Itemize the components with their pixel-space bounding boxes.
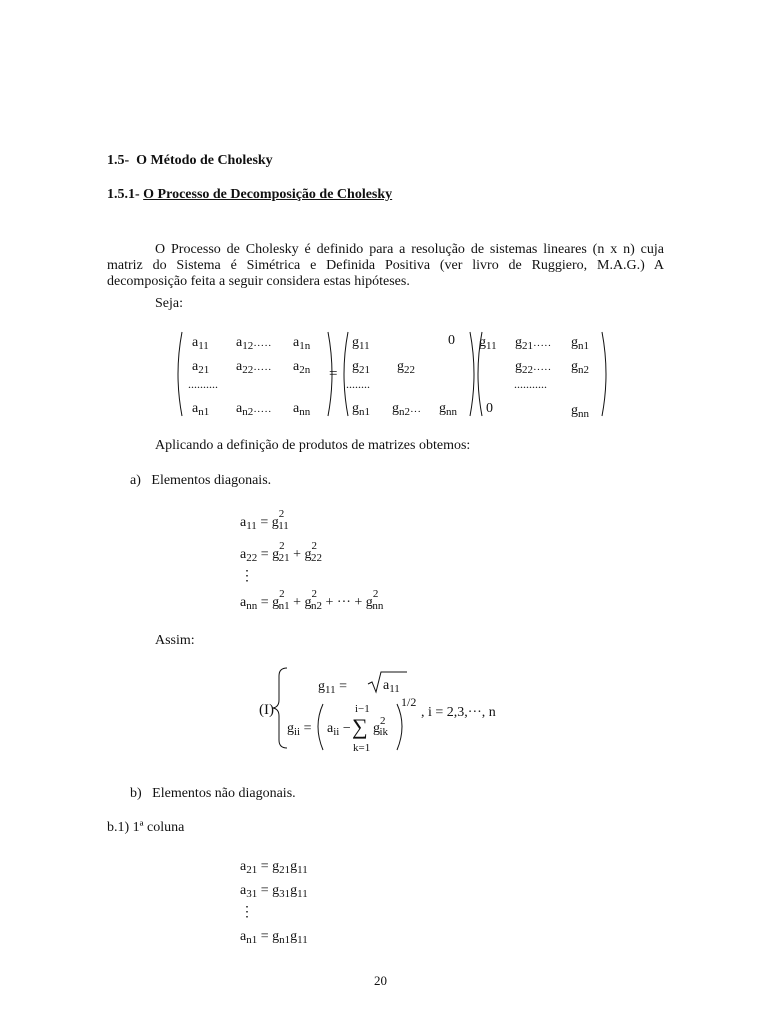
item-a-text: Elementos diagonais.: [151, 473, 272, 488]
formula-gii-left-paren: [318, 704, 323, 750]
formula-g11: $g_{11}$ =: [318, 679, 347, 696]
matrix-g-right-paren: [470, 332, 474, 416]
matrix-a-cell-22: $a_{22\cdot\cdot\cdot\cdot\cdot}$: [236, 359, 272, 376]
matrix-a-left-paren: [178, 332, 182, 416]
section-heading: [107, 153, 273, 169]
item-b: [130, 786, 296, 802]
assim-label: Assim:: [155, 633, 195, 648]
formula-i-label: (I): [259, 702, 274, 718]
formula-gii: $g_{ii}$ =: [287, 721, 312, 738]
matrix-g-cell-n1: $g_{n1}$: [352, 401, 370, 418]
matrix-a-cell-n1: $a_{n1}$: [192, 401, 210, 418]
matrix-gt-dots: ...........: [514, 377, 547, 391]
formula-a22: $a_{22} = g^2$ $21 + g^2$ 22: [240, 540, 323, 564]
matrix-gt-cell-22: $g_{22\cdot\cdot\cdot\cdot\cdot}$: [515, 359, 552, 376]
formula-aii: $a_{ii}$ −: [327, 721, 351, 738]
matrix-a-cell-12: $a_{12\cdot\cdot\cdot\cdot\cdot}$: [236, 335, 272, 352]
sum-upper-limit: i−1: [355, 703, 370, 715]
formula-ann: $a_{nn} = g^2$ $n1 + g^2$ n2 + ··· + $g^2$ nn: [240, 588, 384, 612]
matrix-gt-cell-n1: $g_{n1}$: [571, 335, 589, 352]
formula-vdots-2: ⋮: [240, 905, 254, 920]
formula-range: , i = 2,3,···, n: [421, 705, 496, 720]
intro-paragraph: [107, 242, 664, 290]
formula-gik: $g^2$ ik: [373, 715, 389, 738]
matrix-g-cell-n2: $g_{n2\cdot\cdot\cdot}$: [392, 401, 421, 418]
matrix-g-dots: ........: [346, 377, 370, 391]
section-number: 1.5-: [107, 153, 130, 168]
formula-a31: $a_{31} = g_{31}g_{11}$: [240, 883, 308, 900]
subsection-title: O Processo de Decomposição de Cholesky: [143, 187, 393, 202]
formula-a11: $a_{11} = g^2$ 11: [240, 508, 289, 532]
aplicando-text: Aplicando a definição de produtos de matrizes obtemos:: [155, 438, 471, 453]
matrix-gt-zero: 0: [486, 401, 493, 416]
seja-label: Seja:: [155, 296, 183, 311]
matrix-g-cell-nn: $g_{nn}$: [439, 401, 457, 418]
intro-line-3: decomposição feita a seguir considera estas hipóteses.: [107, 274, 410, 289]
item-a: [130, 473, 271, 489]
matrix-a-cell-n2: $a_{n2\cdot\cdot\cdot\cdot\cdot}$: [236, 401, 272, 418]
item-b-text: Elementos não diagonais.: [152, 786, 296, 801]
page-number: 20: [374, 973, 387, 988]
formula-exponent: 1/2: [401, 695, 417, 709]
matrix-g-left-paren: [344, 332, 348, 416]
matrix-a-cell-1n: $a_{1n}$: [293, 335, 311, 352]
matrix-gt-cell-11: $g_{11}$: [479, 335, 497, 352]
matrix-g-cell-21: $g_{21}$: [352, 359, 370, 376]
formula-an1: $a_{n1} = g_{n1}g_{11}$: [240, 929, 308, 946]
matrix-g-zero: 0: [448, 333, 455, 348]
matrix-a-dots: ..........: [188, 377, 218, 391]
matrix-a-cell-nn: $a_{nn}$: [293, 401, 311, 418]
section-title: O Método de Cholesky: [136, 153, 273, 168]
formula-i-brace: [273, 668, 287, 748]
formula-i: [255, 662, 515, 754]
intro-line-1: O Processo de Cholesky é definido para a resolução de sistemas lineares (n x n) cuja: [155, 242, 664, 257]
sum-sign: ∑: [352, 714, 368, 739]
sum-lower-limit: k=1: [353, 742, 371, 754]
formula-vdots: ⋮: [240, 569, 254, 584]
formula-a21: $a_{21} = g_{21}g_{11}$: [240, 859, 308, 876]
subsection-number: 1.5.1-: [107, 187, 140, 202]
matrix-a-cell-2n: $a_{2n}$: [293, 359, 311, 376]
matrix-gt-cell-21: $g_{21\cdot\cdot\cdot\cdot\cdot}$: [515, 335, 552, 352]
matrix-gt-right-paren: [602, 332, 606, 416]
formula-sqrt-a11: $a_{11}$: [383, 678, 400, 695]
item-a-marker: a): [130, 473, 141, 488]
matrix-g-cell-22: $g_{22}$: [397, 359, 415, 376]
equals-sign: =: [329, 366, 338, 382]
matrix-a-cell-21: $a_{21}$: [192, 359, 210, 376]
matrix-g-cell-11: $g_{11}$: [352, 335, 370, 352]
intro-line-2: matriz do Sistema é Simétrica e Definida Positiva (ver livro de Ruggiero, M.A.G.) A: [107, 258, 664, 273]
matrix-gt-cell-n2: $g_{n2}$: [571, 359, 589, 376]
matrix-gt-cell-nn: $g_{nn}$: [571, 403, 589, 420]
item-b-marker: b): [130, 786, 142, 801]
formula-gii-right-paren: [397, 704, 402, 750]
diagonal-formulas: [238, 504, 428, 614]
subsection-heading: [107, 187, 392, 203]
matrix-equation: [170, 326, 610, 422]
matrix-a-cell-11: $a_{11}$: [192, 335, 209, 352]
item-b1: b.1) 1ª coluna: [107, 820, 185, 835]
column-formulas: [238, 852, 398, 948]
